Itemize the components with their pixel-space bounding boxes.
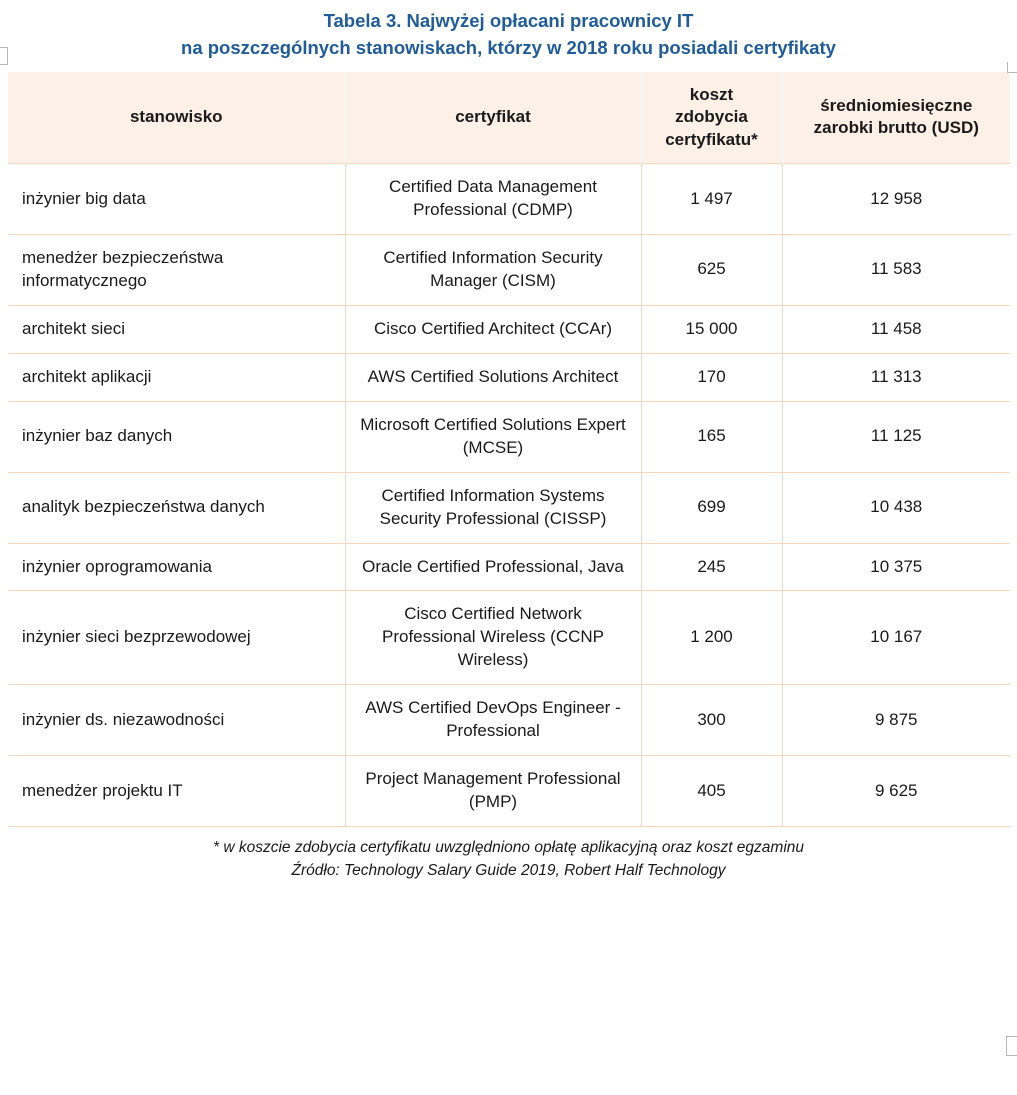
cell-salary: 10 438 (782, 472, 1010, 543)
cell-position: architekt aplikacji (8, 353, 345, 401)
cell-certificate: Cisco Certified Network Professional Wireless (CCNP Wireless) (345, 591, 641, 685)
table-row (8, 353, 1010, 401)
table-row (8, 756, 1010, 827)
cell-cost: 1 200 (641, 591, 782, 685)
cell-certificate: AWS Certified Solutions Architect (345, 353, 641, 401)
column-header-position: stanowisko (8, 72, 345, 164)
footnote-source: Źródło: Technology Salary Guide 2019, Robert Half Technology (291, 862, 726, 880)
cell-certificate: Oracle Certified Professional, Java (345, 543, 641, 591)
table-header (8, 72, 1010, 164)
cell-cost: 625 (641, 235, 782, 306)
table-title-line-1: Tabela 3. Najwyżej opłacani pracownicy IT (323, 10, 694, 31)
page-edge-marker-right-top (1007, 62, 1017, 73)
cell-cost: 165 (641, 401, 782, 472)
cell-salary: 10 375 (782, 543, 1010, 591)
table-row (8, 591, 1010, 685)
cell-salary: 9 625 (782, 756, 1010, 827)
cell-salary: 11 458 (782, 305, 1010, 353)
cell-cost: 300 (641, 685, 782, 756)
certifications-table (8, 72, 1010, 827)
cell-cost: 405 (641, 756, 782, 827)
cell-position: inżynier oprogramowania (8, 543, 345, 591)
cell-position: inżynier ds. niezawodności (8, 685, 345, 756)
cell-salary: 10 167 (782, 591, 1010, 685)
table-body (8, 164, 1010, 827)
table-title (0, 0, 1017, 72)
cell-position: inżynier sieci bezprzewodowej (8, 591, 345, 685)
table-row (8, 305, 1010, 353)
table-title-line-2: na poszczególnych stanowiskach, którzy w 2018 roku posiadali certyfikaty (181, 36, 836, 58)
table-row (8, 543, 1010, 591)
cell-cost: 1 497 (641, 164, 782, 235)
cell-cost: 699 (641, 472, 782, 543)
cell-certificate: Cisco Certified Architect (CCAr) (345, 305, 641, 353)
cell-salary: 12 958 (782, 164, 1010, 235)
table-header-row (8, 72, 1010, 164)
footnote-cost-explanation: * w koszcie zdobycia certyfikatu uwzględniono opłatę aplikacyjną oraz koszt egzaminu (212, 839, 805, 856)
table-row (8, 235, 1010, 306)
cell-certificate: AWS Certified DevOps Engineer - Professional (345, 685, 641, 756)
cell-certificate: Certified Information Systems Security Professional (CISSP) (345, 472, 641, 543)
table-row (8, 164, 1010, 235)
cell-salary: 11 313 (782, 353, 1010, 401)
cell-salary: 11 583 (782, 235, 1010, 306)
cell-certificate: Microsoft Certified Solutions Expert (MCSE) (345, 401, 641, 472)
cell-certificate: Project Management Professional (PMP) (345, 756, 641, 827)
table-row (8, 472, 1010, 543)
table-row (8, 401, 1010, 472)
cell-salary: 9 875 (782, 685, 1010, 756)
cell-cost: 15 000 (641, 305, 782, 353)
cell-position: menedżer bezpieczeństwa informatycznego (8, 235, 345, 306)
cell-position: inżynier big data (8, 164, 345, 235)
cell-cost: 170 (641, 353, 782, 401)
table-row (8, 685, 1010, 756)
cell-cost: 245 (641, 543, 782, 591)
column-header-cost: koszt zdobycia certyfikatu* (641, 72, 782, 164)
column-header-certificate: certyfikat (345, 72, 641, 164)
cell-position: architekt sieci (8, 305, 345, 353)
table-footnotes (0, 836, 1017, 883)
cell-position: inżynier baz danych (8, 401, 345, 472)
cell-position: menedżer projektu IT (8, 756, 345, 827)
column-header-salary: średniomiesięczne zarobki brutto (USD) (782, 72, 1010, 164)
cell-certificate: Certified Data Management Professional (CDMP) (345, 164, 641, 235)
cell-position: analityk bezpieczeństwa danych (8, 472, 345, 543)
page-edge-marker-left (0, 47, 8, 65)
cell-certificate: Certified Information Security Manager (CISM) (345, 235, 641, 306)
page-edge-marker-right-bottom (1006, 1036, 1017, 1056)
cell-salary: 11 125 (782, 401, 1010, 472)
